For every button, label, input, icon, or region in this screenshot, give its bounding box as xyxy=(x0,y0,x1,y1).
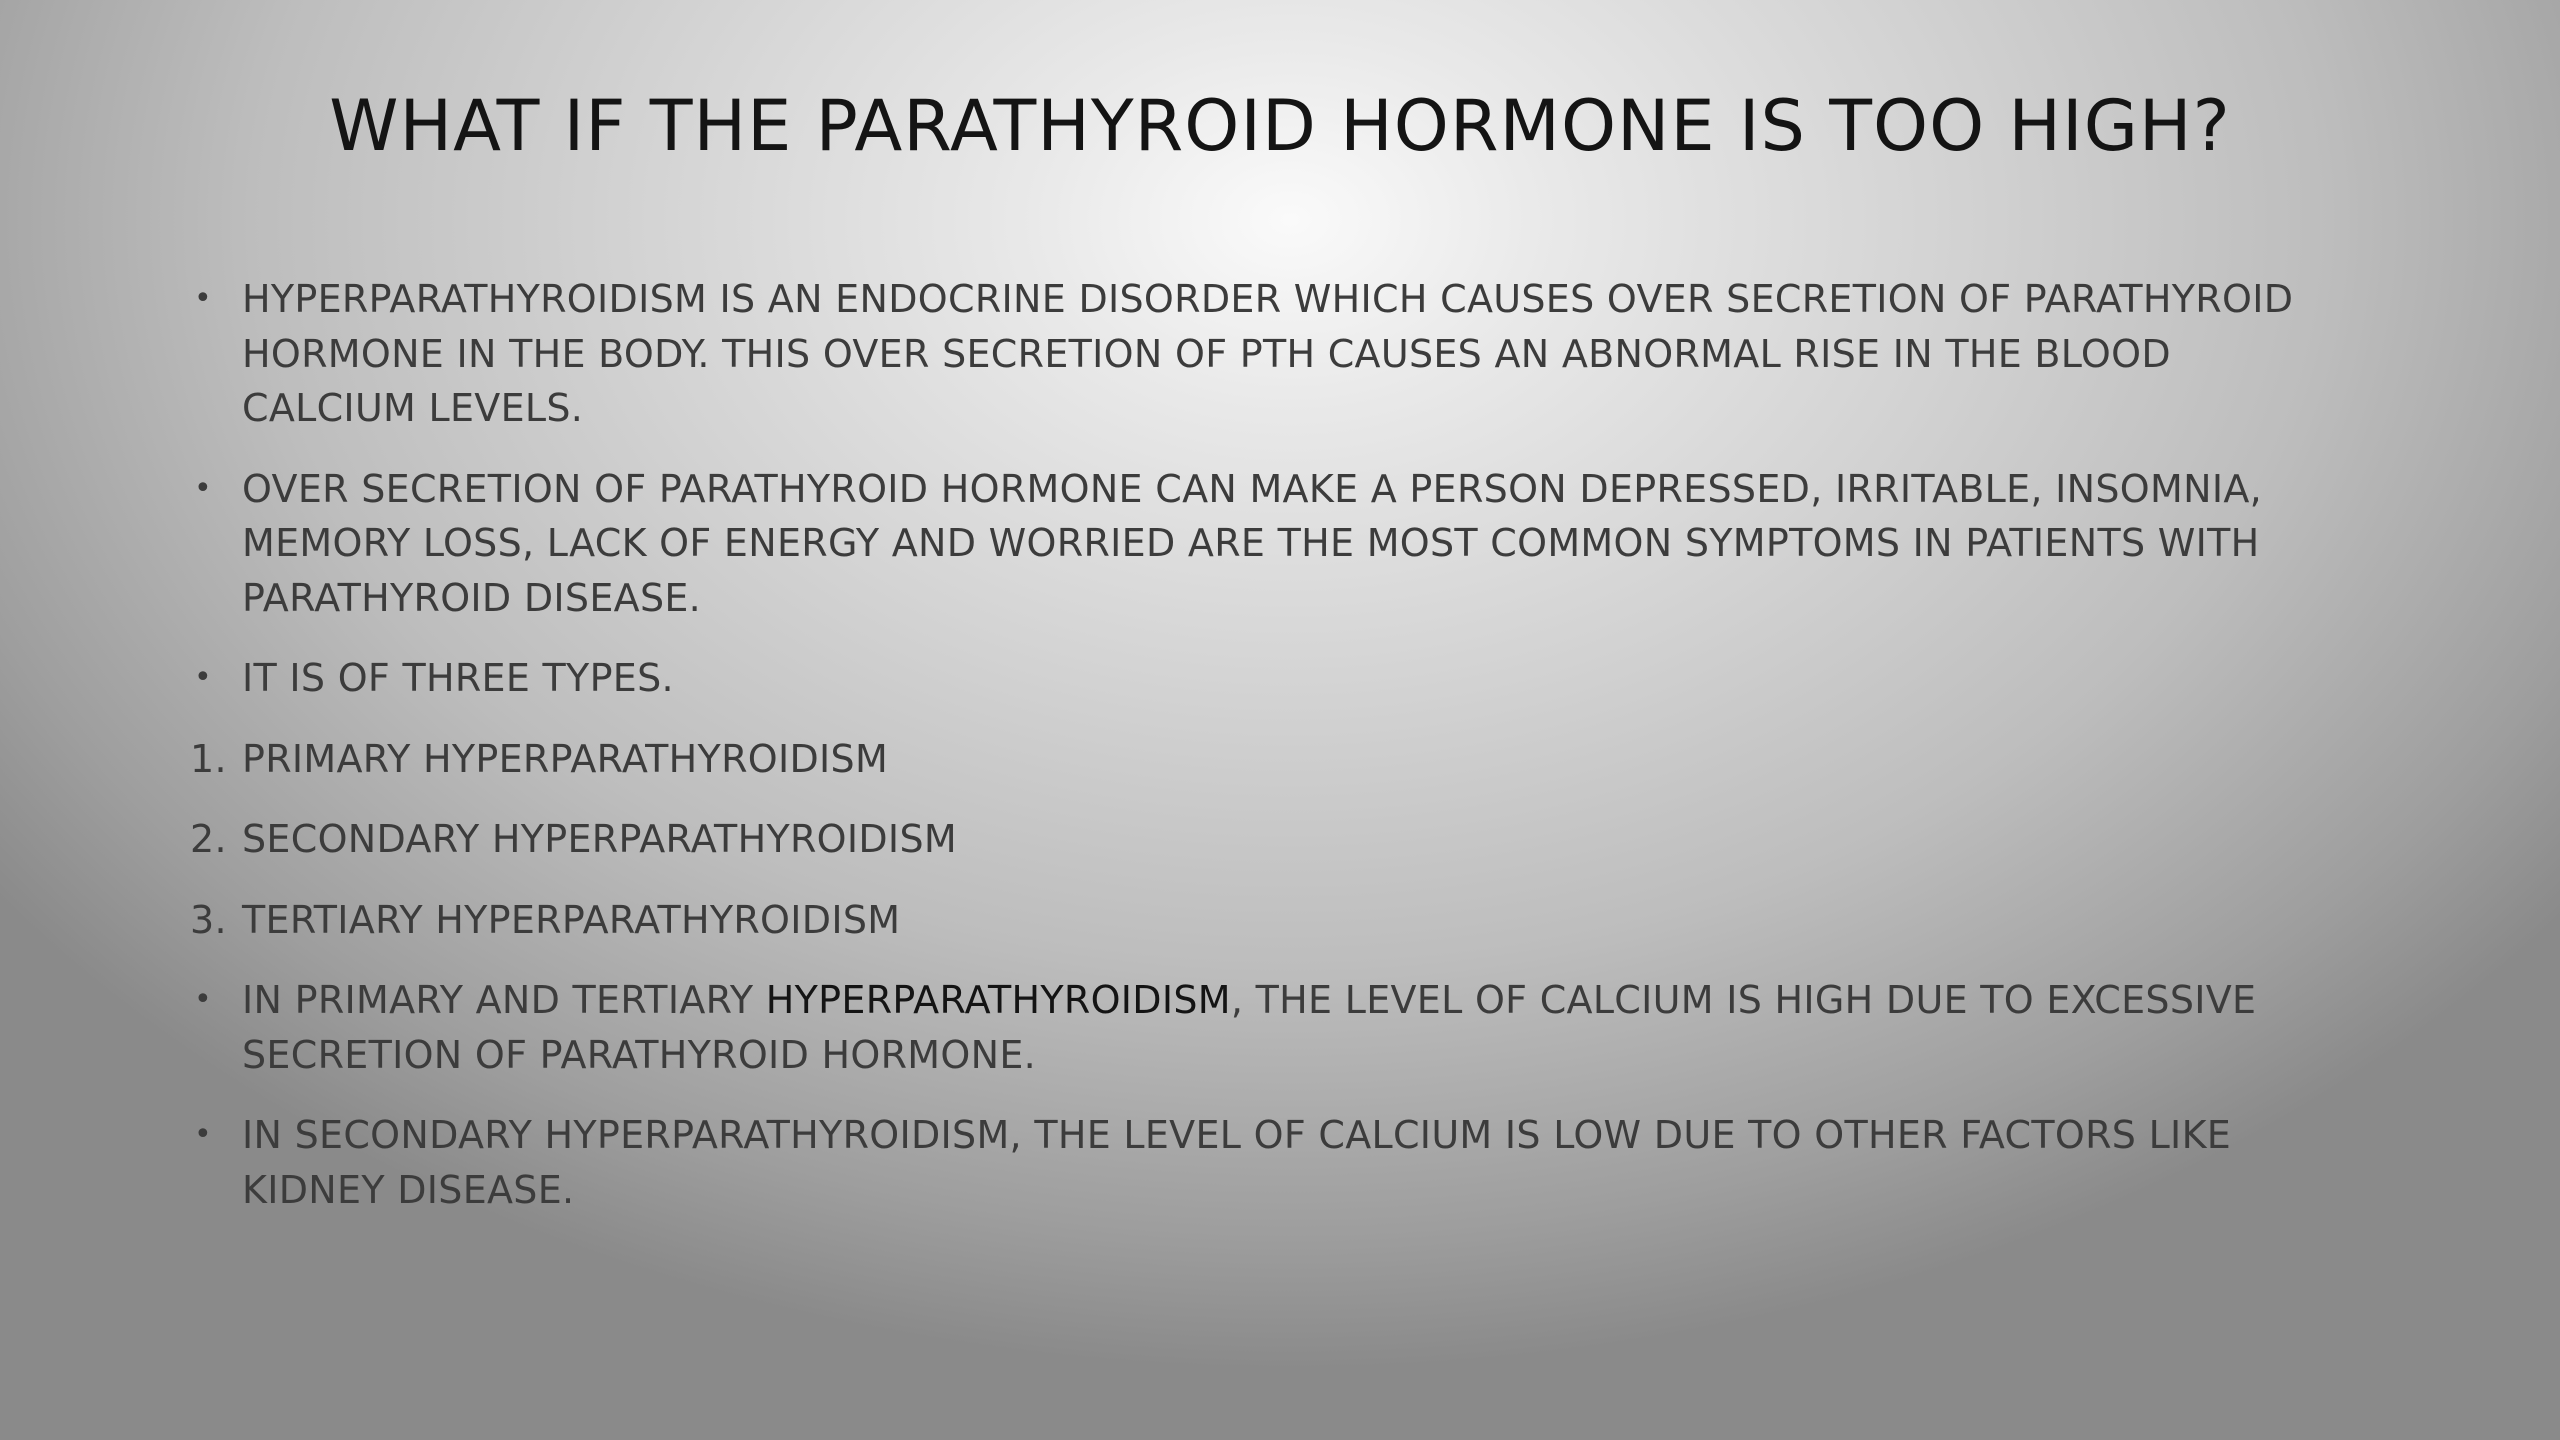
list-item-text: IN SECONDARY HYPERPARATHYROIDISM, THE LEVEL OF CALCIUM IS LOW DUE TO OTHER FACTORS LIKE KIDNEY DISEASE. xyxy=(242,1113,2232,1212)
numbered-item xyxy=(190,893,2340,948)
slide-title: WHAT IF THE PARATHYROID HORMONE IS TOO HIGH? xyxy=(329,85,2231,167)
list-item xyxy=(190,462,2340,626)
slide-body xyxy=(190,272,2340,1243)
list-item-text: HYPERPARATHYROIDISM IS AN ENDOCRINE DISORDER WHICH CAUSES OVER SECRETION OF PARATHYROID HORMONE IN THE BODY. THIS OVER SECRETION OF PTH CAUSES AN ABNORMAL RISE IN THE BLOOD CALCIUM LEVELS. xyxy=(242,277,2294,430)
list-item-text-before: IN PRIMARY AND TERTIARY xyxy=(242,978,766,1022)
bullet-marker: • xyxy=(194,470,212,506)
list-item-text: OVER SECRETION OF PARATHYROID HORMONE CAN MAKE A PERSON DEPRESSED, IRRITABLE, INSOMNIA, MEMORY LOSS, LACK OF ENERGY AND WORRIED ARE THE MOST COMMON SYMPTOMS IN PATIENTS WITH PARATHYROID DISEASE. xyxy=(242,466,2263,620)
list-item xyxy=(190,1108,2340,1217)
number-marker: 2. xyxy=(190,817,227,861)
list-item-text: SECONDARY HYPERPARATHYROIDISM xyxy=(242,817,957,861)
list-item-text: PRIMARY HYPERPARATHYROIDISM xyxy=(242,736,889,781)
list-item xyxy=(190,973,2340,1082)
list-item xyxy=(190,651,2340,706)
bullet-marker: • xyxy=(194,281,212,316)
list-item-text: TERTIARY HYPERPARATHYROIDISM xyxy=(242,897,901,942)
number-marker: 1. xyxy=(190,736,227,781)
list-item xyxy=(190,272,2340,436)
numbered-item xyxy=(190,732,2340,787)
emphasized-term: HYPERPARATHYROIDISM xyxy=(765,978,1231,1022)
numbered-item xyxy=(190,812,2340,867)
bullet-marker: • xyxy=(194,660,212,695)
bullet-marker: • xyxy=(194,982,212,1017)
list-item-text-after: , THE LEVEL OF CALCIUM IS HIGH DUE TO EXCESSIVE SECRETION OF PARATHYROID HORMONE. xyxy=(242,978,2257,1077)
number-marker: 3. xyxy=(190,897,227,942)
list-item-text: IT IS OF THREE TYPES. xyxy=(242,656,674,700)
bullet-marker: • xyxy=(194,1117,212,1152)
